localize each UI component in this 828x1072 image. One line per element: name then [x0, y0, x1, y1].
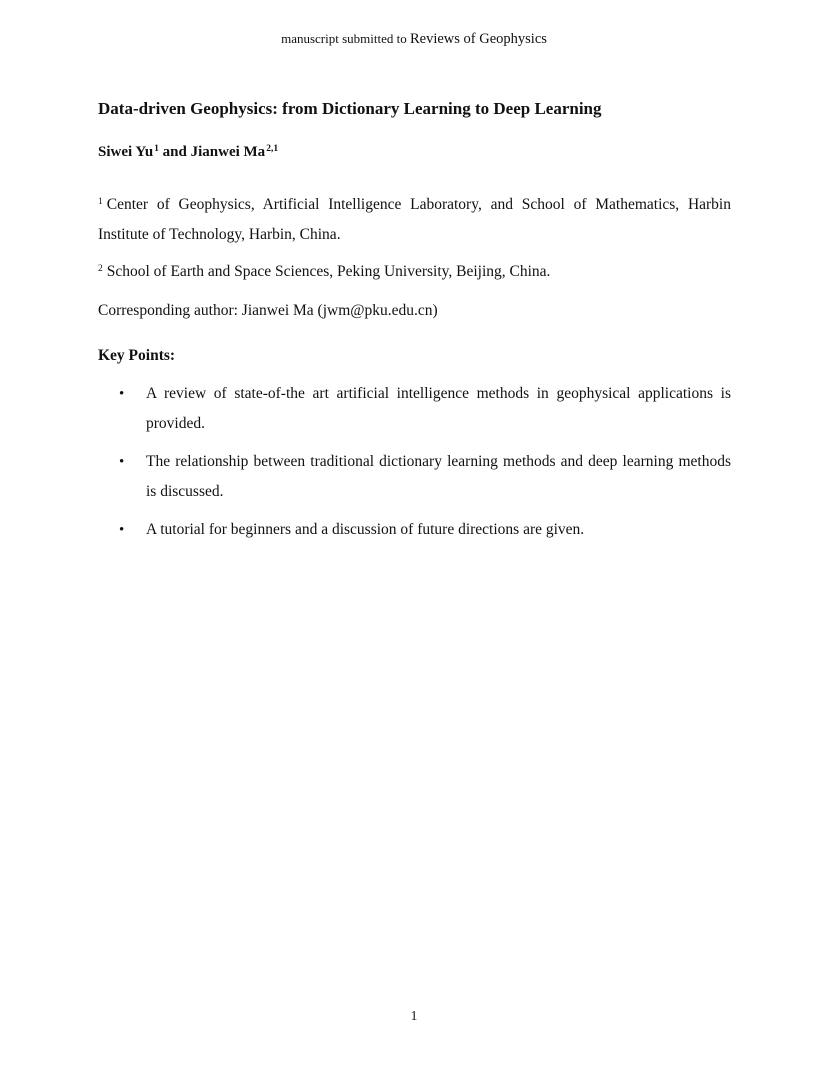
page-number: 1: [410, 1008, 418, 1023]
affiliation-mark: 2: [98, 264, 103, 274]
key-point-text: A tutorial for beginners and a discussion of future directions are given.: [146, 521, 585, 538]
authors-joiner: and: [162, 144, 187, 160]
affiliation-text: Center of Geophysics, Artificial Intelligence Laboratory, and School of Mathematics, Harbin Institute of Technology, Harbin, China.: [98, 196, 731, 243]
key-points-heading: Key Points:: [98, 347, 176, 364]
author-list: [98, 143, 278, 161]
affiliation-text: School of Earth and Space Sciences, Peking University, Beijing, China.: [106, 263, 551, 280]
key-point-text: The relationship between traditional dictionary learning methods and deep learning methods is discussed.: [146, 453, 731, 500]
journal-name: Reviews of Geophysics: [409, 31, 547, 47]
bullet-icon: •: [119, 522, 125, 538]
author-affiliation-mark: 2,1: [266, 144, 279, 154]
affiliation-1: [98, 190, 731, 250]
affiliation-2: [98, 257, 731, 287]
author-affiliation-mark: 1: [154, 144, 159, 154]
affiliation-mark: 1: [98, 197, 103, 207]
key-point-item: [0, 515, 828, 545]
key-point-item: [0, 379, 828, 439]
header-prefix: manuscript submitted to: [281, 31, 407, 46]
corresponding-author: Corresponding author: Jianwei Ma (jwm@pku.edu.cn): [98, 302, 438, 319]
bullet-icon: •: [119, 454, 125, 470]
key-point-item: [0, 447, 828, 507]
key-point-text: A review of state-of-the art artificial intelligence methods in geophysical applications is provided.: [146, 385, 731, 432]
running-header: [0, 31, 828, 47]
author-name: Siwei Yu: [98, 144, 154, 160]
paper-title: Data-driven Geophysics: from Dictionary Learning to Deep Learning: [98, 99, 602, 118]
bullet-icon: •: [119, 386, 125, 402]
key-points-list: [0, 379, 828, 545]
author-name: Jianwei Ma: [190, 144, 266, 160]
